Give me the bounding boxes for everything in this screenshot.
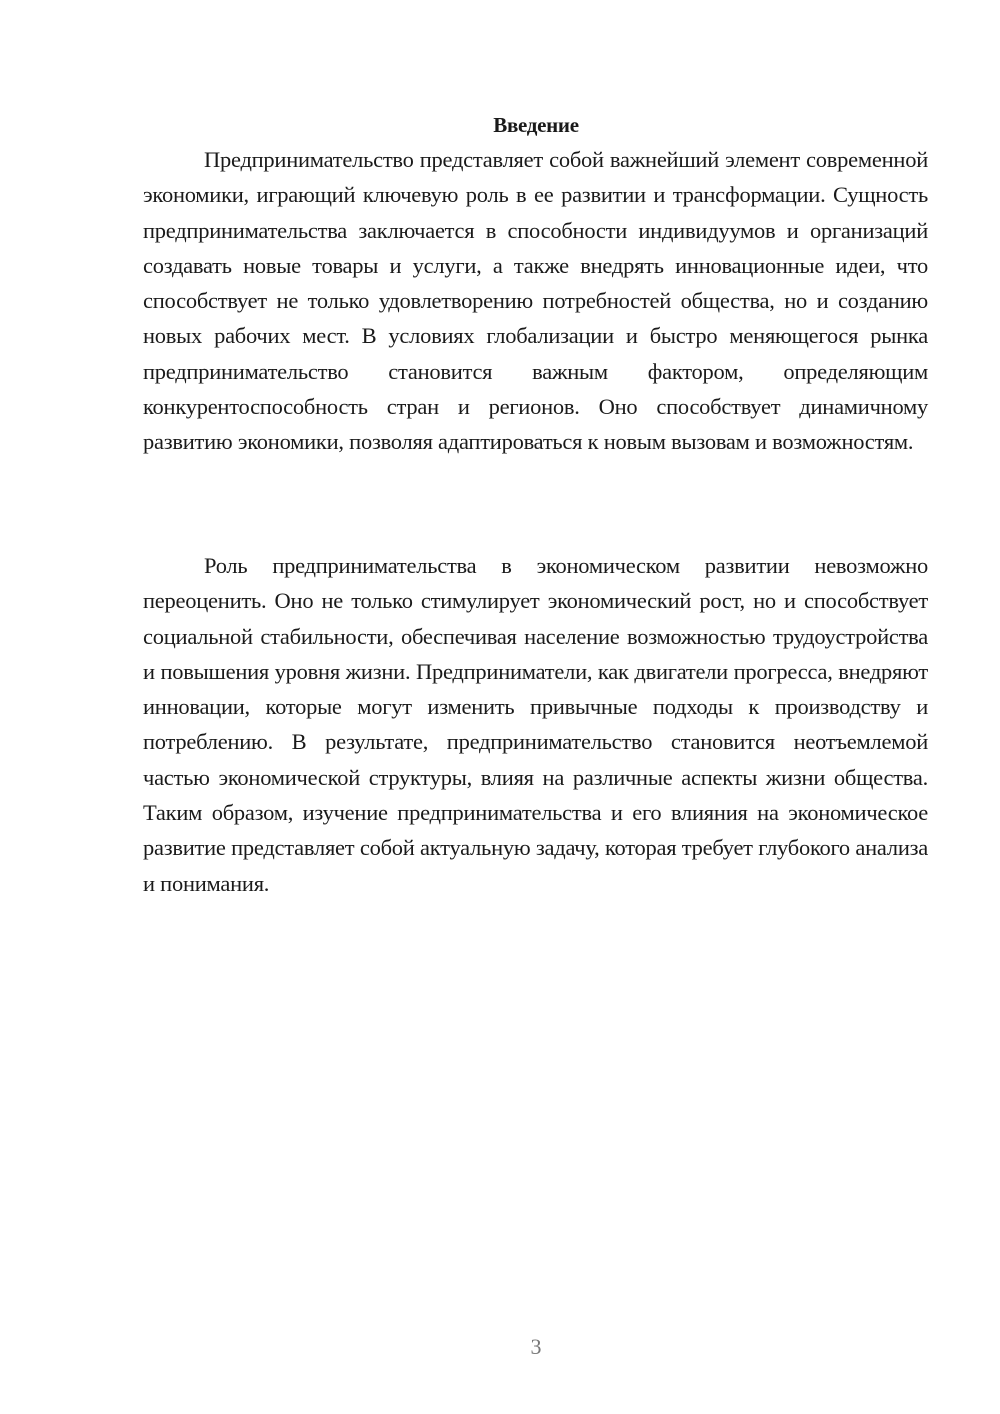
paragraph-introduction: Предпринимательство представляет собой важнейший элемент современной экономики, играющий ключевую роль в ее развитии и трансформации. Сущность предпринимательства заключается в способности индивидуумов и организаций создавать новые товары и услуги, а также внедрять инновационные идеи, что способствует не только удовлетворению потребностей общества, но и созданию новых рабочих мест. В условиях глобализации и быстро меняющегося рынка предпринимательство становится важным фактором, определяющим конкурентоспособность стран и регионов. Оно способствует динамичному развитию экономики, позволяя адаптироваться к новым вызовам и возможностям. xyxy=(143,147,928,455)
paragraph-role: Роль предпринимательства в экономическом развитии невозможно переоценить. Оно не только стимулирует экономический рост, но и способствует социальной стабильности, обеспечивая население возможностью трудоустройства и повышения уровня жизни. Предприниматели, как двигатели прогресса, внедряют инновации, которые могут изменить привычные подходы к производству и потреблению. В результате, предпринимательство становится неотъемлемой частью экономической структуры, влияя на различные аспекты жизни общества. Таким образом, изучение предпринимательства и его влияния на экономическое развитие представляет собой актуальную задачу, которая требует глубокого анализа и понимания. xyxy=(143,553,928,896)
paragraph-container-1 xyxy=(143,142,928,460)
paragraph-container-2 xyxy=(143,548,928,901)
section-heading: Введение xyxy=(493,113,579,138)
page-number: 3 xyxy=(530,1334,542,1359)
